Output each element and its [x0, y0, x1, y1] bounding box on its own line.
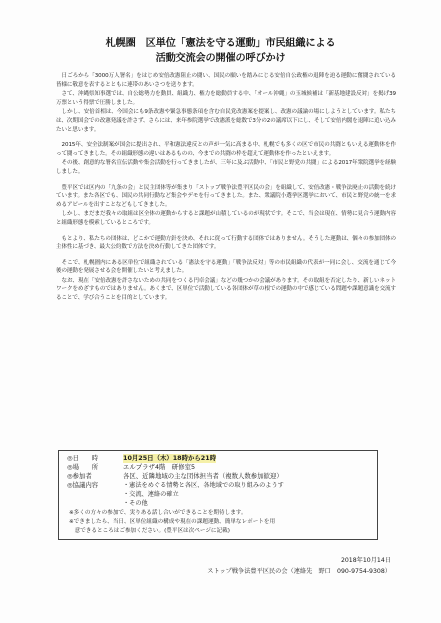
note-line: 意できるところはご参加ください。(豊平区は次ページに記載) — [69, 528, 230, 534]
date-value: 10月25日（木）18時から21時 — [123, 454, 217, 462]
document-title-line1: 札幌圏 区単位「憲法を守る運動」市民組織による — [105, 38, 336, 49]
body-paragraph: 日ごろから「3000万人署名」をはじめ安倍改憲阻止の闘い、国民の願いを踏みにじる安倍自公政権の退陣を迫る運動に奮闘されている皆様に敬意を表するとともに連帯のあいさつを送ります。 — [56, 73, 396, 88]
footer-organization: ストップ戦争法豊平区民の会（連絡先 野口 090-9754-9308） — [207, 568, 391, 575]
place-value: エルプラザ4階 研修室5 — [123, 463, 196, 471]
date-row — [67, 454, 216, 463]
participants-label: ◎参加者 — [67, 472, 92, 480]
body-paragraph: そこで、札幌圏内にある区単位で組織されている「憲法を守る運動」「戦争法反対」等の市民組織の代表が一同に会し、交流を通じて今後の運動を発展させる会を開催したいと考えました。 — [56, 259, 396, 275]
body-paragraph: その後、創意的な署名宣伝活動や集会活動を行ってきましたが、三年に及ぶ活動中、「市民と野党の共闘」による2017年衆院選挙を経験しました。 — [56, 160, 396, 175]
document-title-line2: 活動交流会の開催の呼びかけ — [155, 53, 286, 64]
body-paragraph: しかし、まだまだ我々の取組は区全体の運動からすると課題が山積しているのが現状です。そこで、当会は現在、情勢に見合う運動内容と組織形態を模索しているところです。 — [56, 211, 396, 226]
topics-row — [67, 481, 123, 490]
body-paragraph: さて、沖縄県知事選では、自公総勢力を動員、組織力、権力を総動員する中、「オール沖縄」の玉城候補は「新基地建設反対」を掲げ39万票という得票で圧勝しました。 — [56, 91, 396, 106]
participants-row — [67, 472, 283, 481]
note-line: ※できましたら、当日、区単位組織の構成や現在の課題運動、簡単なレポートを用 — [69, 519, 276, 525]
place-label: ◎場 所 — [67, 463, 99, 471]
place-row — [67, 463, 195, 472]
body-paragraph: 2015年、安全法制案が国会に提出され、平和憲法違反との声が一気に高まる中、札幌でも多くの区で市民の共闘ともいえる運動体を作って闘ってきました。その組織形態の違いはあるものの、今までの共闘の枠を超えて運動体を作ったといえます。 — [56, 142, 396, 157]
topic-item: ・その他 — [123, 500, 148, 507]
body-paragraph: なお、現在「安倍改憲を許さないための共同をつくる円卓会議」などの幾つかの会議があります。その取組を否定したり、新しいネットワークをめざすものではありません。あくまで、区単位で活動している各団体が草の根での運動の中で感じている問題や課題意識を交流することで、学び合うことを目的としています。 — [56, 277, 396, 302]
topic-item: ・交流、連絡の確立 — [123, 491, 179, 498]
document-body — [56, 72, 396, 304]
topics-label: ◎協議内容 — [67, 481, 99, 489]
date-label: ◎日 時 — [67, 454, 99, 462]
body-paragraph: もとより、私たちの団体は、どこかで運動方針を決め、それに従って行動する団体ではありません。そうした運動は、個々の参加団体の主体性に基づき、最大公約数で方法を決め行動してきた団体です。 — [56, 235, 396, 251]
topic-item: ・憲法をめぐる情勢と各区、各地域での取り組みのようす — [123, 482, 284, 489]
footer-date: 2018年10月14日 — [340, 557, 391, 564]
note-line: ※多くの方々の参加で、実りある話し合いができることを期待します。 — [69, 510, 247, 516]
event-details-box — [58, 450, 378, 540]
participants-value: 各区、近隣地域の主な団体担当者（複数人数参加歓迎） — [123, 472, 283, 480]
body-paragraph: 豊平区では区内の「九条の会」と民主団体等が集まり「ストップ戦争法豊平区民の会」を組織して、安倍改憲・戦争法廃止の活動を続けています。また各区でも、国民の共同行動など集会やデモを行ってきました。また、衆議院小選挙区選挙において、市民と野党の統一を求めるアピールを出すことなどもしてきました。 — [56, 184, 396, 208]
body-paragraph: しかし、安倍首相は、今国会にも9条改憲や緊急事態条項を含む自民党改憲案を提案し、改憲の議論の場にしようとしています。私たちは、次期国会での改憲発議を許さず、さらには、来年参院選挙で改憲派を総数で3分の2の議席以下にし、そして安倍内閣を退陣に追い込みたいと思います。 — [56, 109, 396, 133]
